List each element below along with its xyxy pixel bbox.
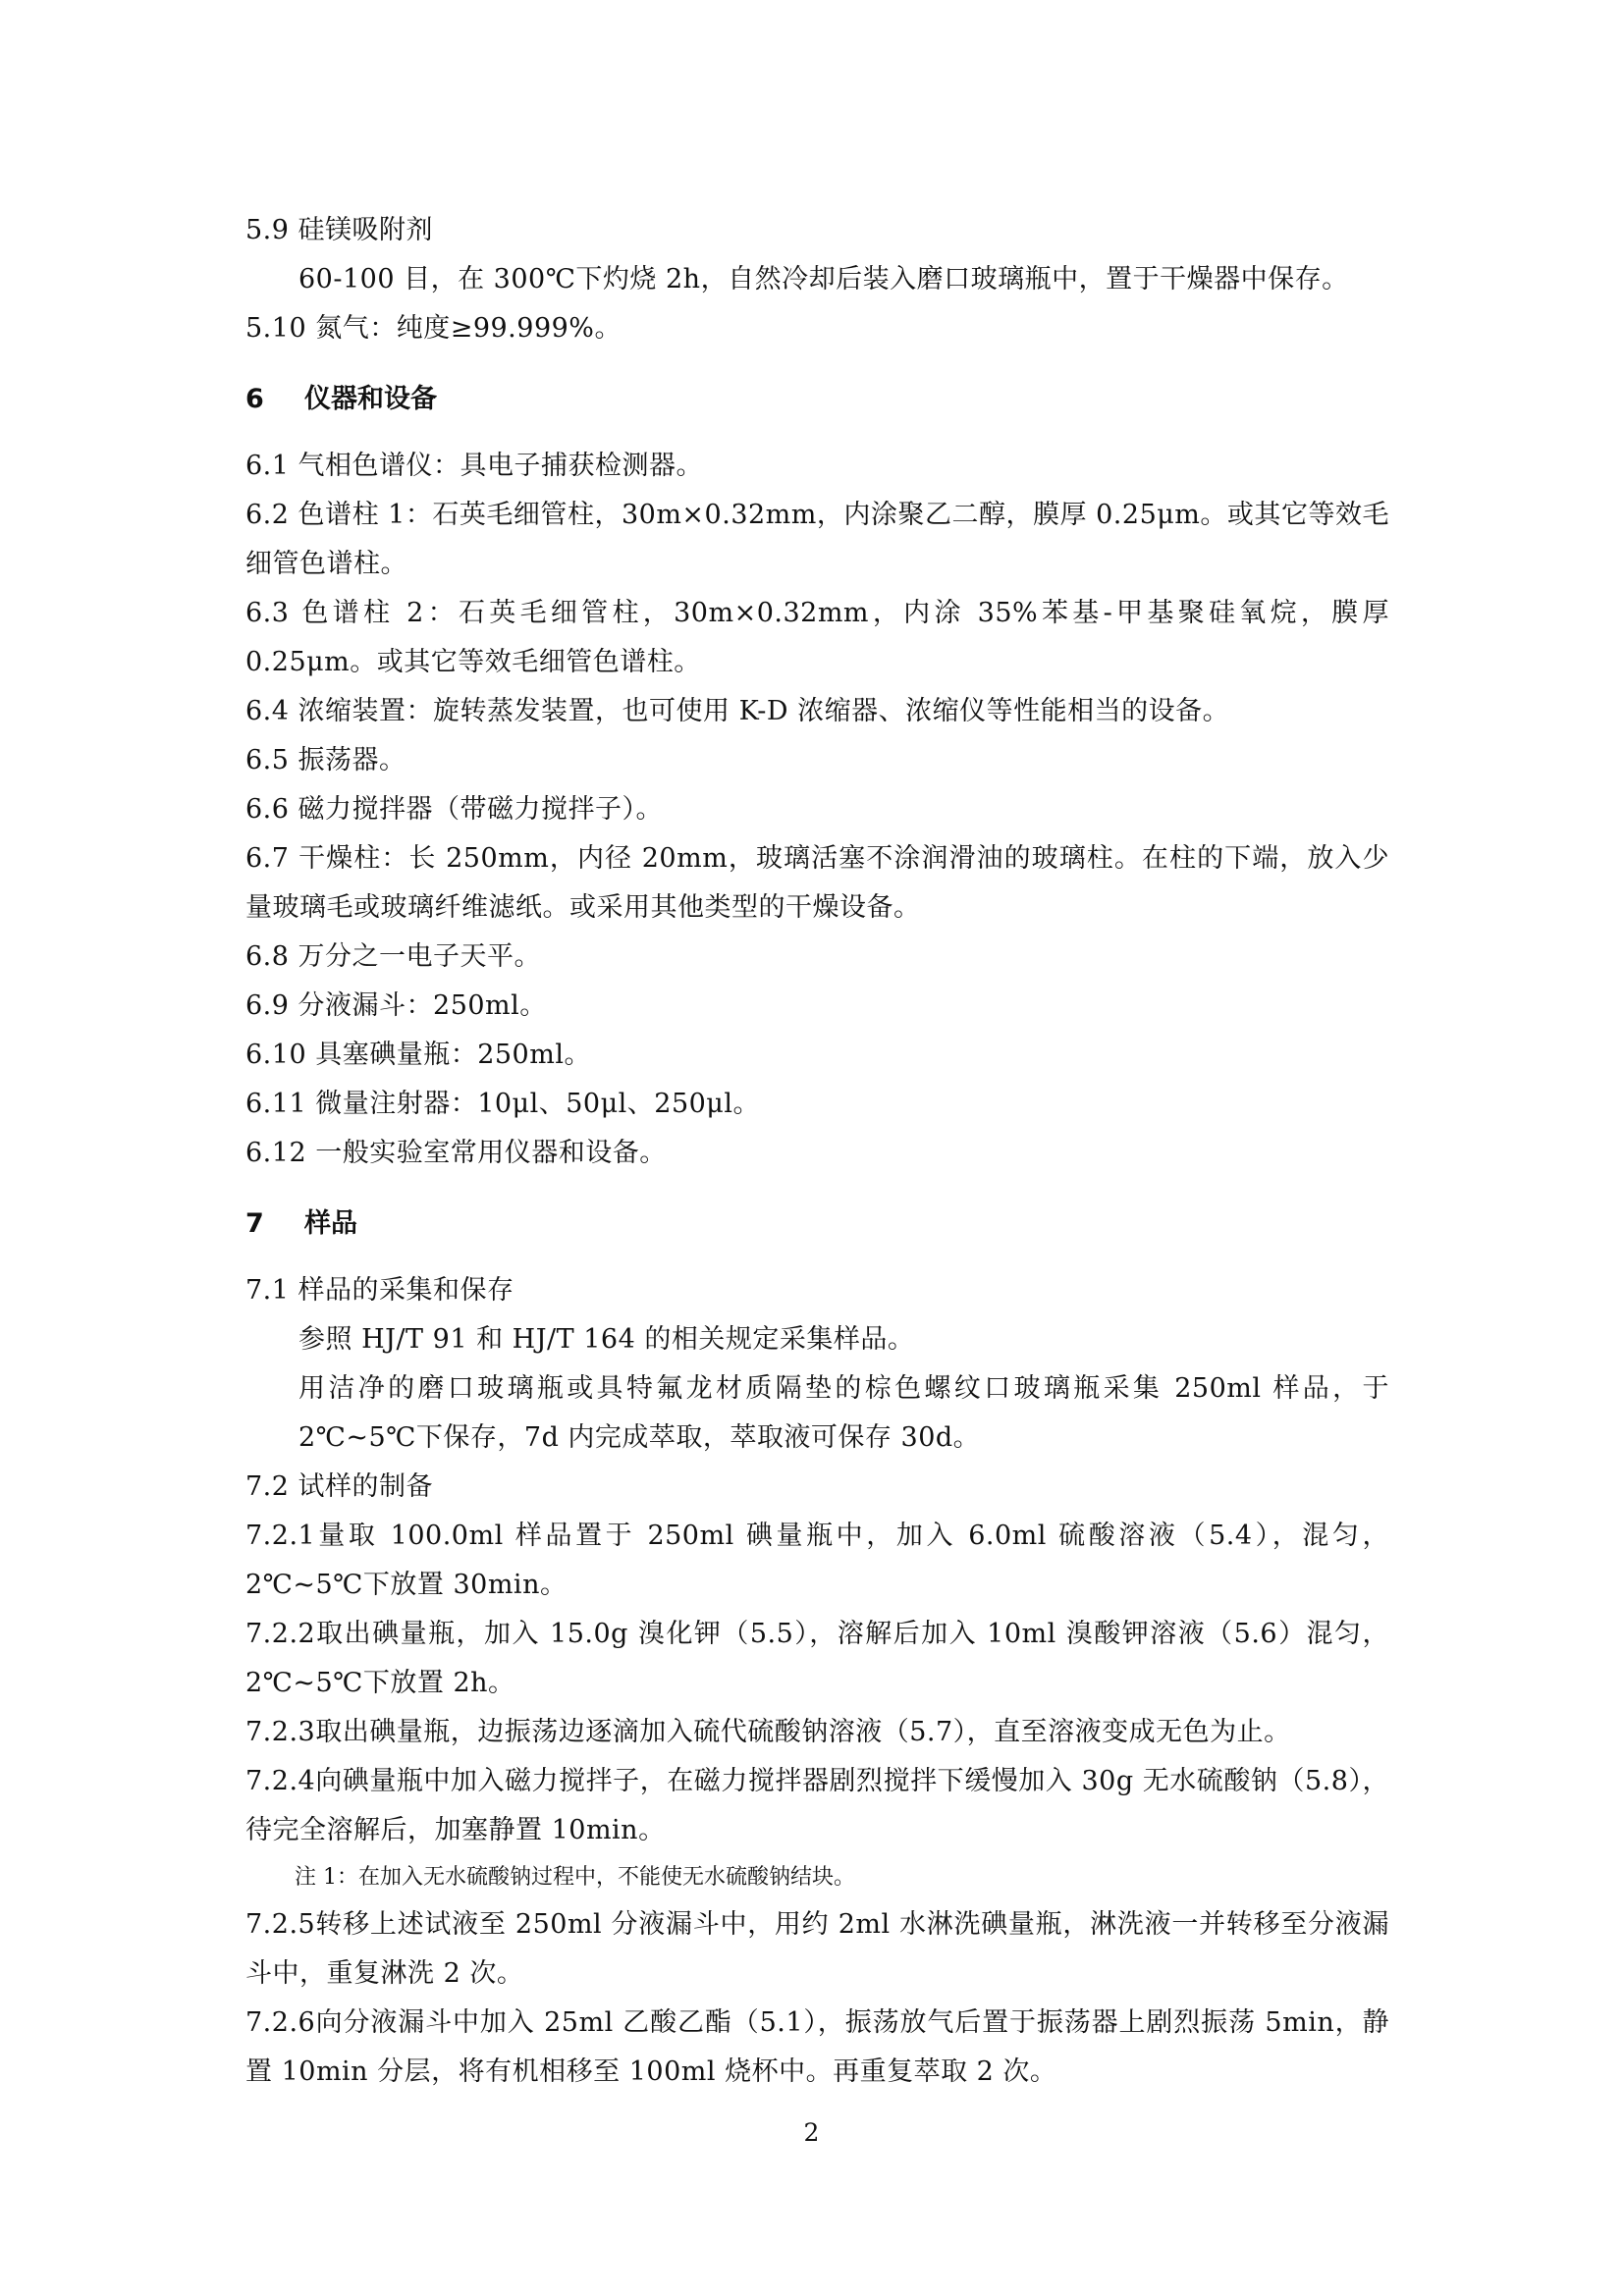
page-number: 2 bbox=[803, 2118, 820, 2147]
item-5-9-title: 5.9 硅镁吸附剂 bbox=[245, 215, 434, 245]
item-7-2-1: 7.2.1量取 100.0ml 样品置于 250ml 碘量瓶中，加入 6.0ml 硫酸溶液（5.4），混匀，2℃~5℃下放置 30min。 bbox=[245, 1521, 1389, 1600]
item-6-3: 6.3 色谱柱 2：石英毛细管柱，30m×0.32mm，内涂 35%苯基-甲基聚硅氧烷，膜厚 0.25μm。或其它等效毛细管色谱柱。 bbox=[245, 598, 1389, 677]
item-7-2-5: 7.2.5转移上述试液至 250ml 分液漏斗中，用约 2ml 水淋洗碘量瓶，淋洗液一并转移至分液漏斗中，重复淋洗 2 次。 bbox=[245, 1909, 1389, 1989]
item-6-8: 6.8 万分之一电子天平。 bbox=[245, 941, 542, 972]
item-7-2-3: 7.2.3取出碘量瓶，边振荡边逐滴加入硫代硫酸钠溶液（5.7），直至溶液变成无色为止。 bbox=[245, 1717, 1291, 1747]
note-1: 注 1：在加入无水硫酸钠过程中，不能使无水硫酸钠结块。 bbox=[295, 1865, 855, 1890]
item-5-9-body: 60-100 目，在 300℃下灼烧 2h，自然冷却后装入磨口玻璃瓶中，置于干燥器中保存。 bbox=[298, 264, 1349, 294]
section-7-heading bbox=[245, 1200, 1389, 1249]
item-5-10: 5.10 氮气：纯度≥99.999%。 bbox=[245, 313, 622, 344]
document-body bbox=[245, 206, 1389, 2097]
item-6-7: 6.7 干燥柱：长 250mm，内径 20mm，玻璃活塞不涂润滑油的玻璃柱。在柱的下端，放入少量玻璃毛或玻璃纤维滤纸。或采用其他类型的干燥设备。 bbox=[245, 843, 1389, 923]
section-title: 样品 bbox=[304, 1208, 357, 1239]
item-7-1-body-2: 用洁净的磨口玻璃瓶或具特氟龙材质隔垫的棕色螺纹口玻璃瓶采集 250ml 样品，于 2℃~5℃下保存，7d 内完成萃取，萃取液可保存 30d。 bbox=[298, 1373, 1389, 1453]
section-number: 7 bbox=[245, 1208, 264, 1239]
section-number: 6 bbox=[245, 384, 264, 414]
item-7-2-4: 7.2.4向碘量瓶中加入磁力搅拌子，在磁力搅拌器剧烈搅拌下缓慢加入 30g 无水硫酸钠（5.8），待完全溶解后，加塞静置 10min。 bbox=[245, 1766, 1389, 1845]
item-7-1-title: 7.1 样品的采集和保存 bbox=[245, 1275, 514, 1306]
item-7-2-2: 7.2.2取出碘量瓶，加入 15.0g 溴化钾（5.5），溶解后加入 10ml 溴酸钾溶液（5.6）混匀，2℃~5℃下放置 2h。 bbox=[245, 1619, 1389, 1698]
item-6-10: 6.10 具塞碘量瓶：250ml。 bbox=[245, 1040, 591, 1070]
item-6-11: 6.11 微量注射器：10μl、50μl、250μl。 bbox=[245, 1089, 760, 1119]
item-6-2: 6.2 色谱柱 1：石英毛细管柱，30m×0.32mm，内涂聚乙二醇，膜厚 0.25μm。或其它等效毛细管色谱柱。 bbox=[245, 500, 1389, 579]
item-6-4: 6.4 浓缩装置：旋转蒸发装置，也可使用 K-D 浓缩器、浓缩仪等性能相当的设备。 bbox=[245, 696, 1230, 726]
item-6-9: 6.9 分液漏斗：250ml。 bbox=[245, 990, 547, 1021]
section-6-heading bbox=[245, 375, 1389, 424]
item-6-12: 6.12 一般实验室常用仪器和设备。 bbox=[245, 1138, 667, 1168]
item-7-2-title: 7.2 试样的制备 bbox=[245, 1471, 434, 1502]
item-6-1: 6.1 气相色谱仪：具电子捕获检测器。 bbox=[245, 451, 704, 481]
item-6-5: 6.5 振荡器。 bbox=[245, 745, 406, 775]
section-title: 仪器和设备 bbox=[304, 384, 437, 414]
item-7-2-6: 7.2.6向分液漏斗中加入 25ml 乙酸乙酯（5.1），振荡放气后置于振荡器上剧烈振荡 5min，静置 10min 分层，将有机相移至 100ml 烧杯中。再重复萃取 2 次。 bbox=[245, 2007, 1389, 2087]
item-6-6: 6.6 磁力搅拌器（带磁力搅拌子）。 bbox=[245, 794, 664, 825]
item-7-1-body-1: 参照 HJ/T 91 和 HJ/T 164 的相关规定采集样品。 bbox=[298, 1324, 915, 1355]
